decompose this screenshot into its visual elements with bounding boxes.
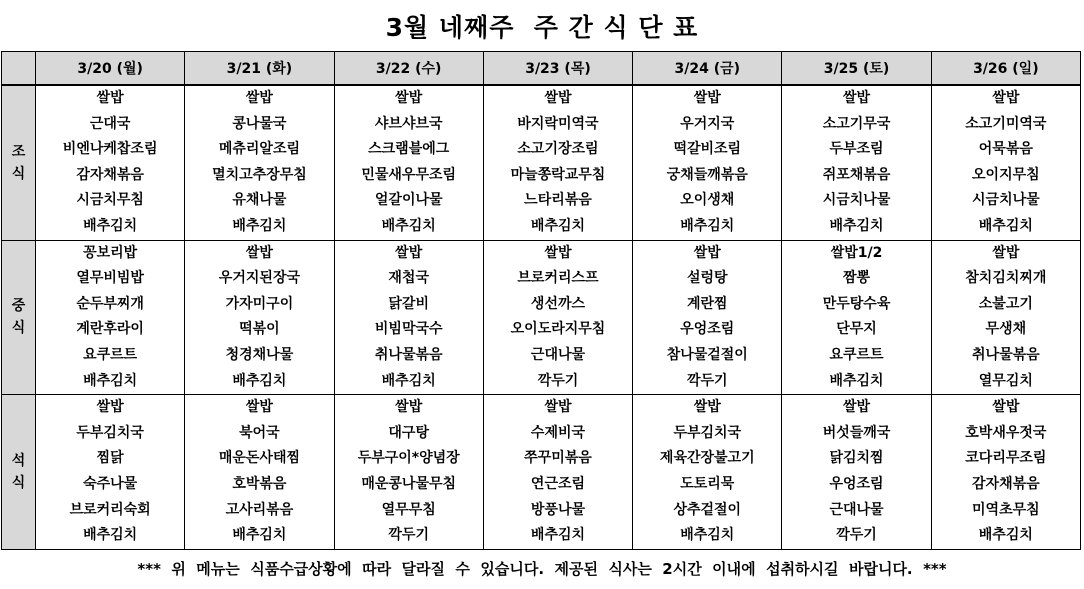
menu-item: 비빔막국수 [374,321,443,338]
menu-item: 고사리볶음 [225,501,294,518]
menu-item: 감자채볶음 [76,166,144,183]
meal-label-char: 석 [11,452,26,469]
meal-label-char: 식 [11,474,26,491]
menu-item: 쌀밥 [544,244,572,261]
menu-item: 단무지 [836,321,877,338]
meal-row-dinner [2,395,1081,550]
meal-label-char: 식 [11,320,26,337]
day-header: 3/20 (월) [36,52,185,86]
meal-row-breakfast [2,85,1081,240]
menu-item: 열무비빔밥 [76,270,144,287]
menu-item: 쌀밥 [544,399,572,416]
menu-item: 오이지무침 [972,166,1040,183]
menu-item: 감자채볶음 [972,475,1040,492]
menu-cell [782,240,931,395]
menu-item: 무생채 [985,321,1027,338]
menu-item: 닭김치찜 [829,450,884,467]
menu-item: 우엉조림 [829,475,884,492]
menu-item: 민물새우무조림 [361,166,457,183]
menu-item: 깍두기 [836,527,877,544]
menu-item: 꽁보리밥 [83,244,138,261]
menu-item: 쌀밥 [843,90,871,106]
menu-cell [483,240,632,395]
menu-item: 배추김치 [530,527,586,544]
menu-item: 배추김치 [680,217,735,234]
menu-cell [36,240,185,395]
menu-item: 쌀밥 [395,399,423,416]
menu-cell [782,85,931,240]
menu-item: 쌀밥 [992,90,1020,106]
menu-item: 브로커리스프 [517,270,599,287]
menu-cell [185,85,334,240]
menu-item: 상추겉절이 [673,501,742,518]
menu-cell [334,240,483,395]
menu-item: 배추김치 [83,372,138,389]
menu-item: 배추김치 [978,527,1033,544]
menu-item: 방풍나물 [530,501,586,518]
menu-item: 배추김치 [829,217,884,234]
menu-item: 우엉조림 [680,321,735,338]
menu-item: 쌀밥 [245,244,273,261]
menu-item: 깍두기 [388,527,429,544]
menu-item: 쥐포채볶음 [822,166,891,183]
menu-cell [931,85,1080,240]
header-corner [2,52,36,86]
menu-item: 쌀밥 [843,399,871,416]
menu-item: 가자미구이 [225,295,294,312]
meal-row-lunch [2,240,1081,395]
menu-item: 쌀밥 [693,244,721,261]
day-header-row [2,52,1081,86]
menu-item: 요쿠르트 [829,346,884,363]
menu-item: 짬뽕 [843,270,871,287]
menu-item: 브로커리숙회 [69,501,151,518]
menu-item: 배추김치 [232,527,287,544]
menu-item: 코다리무조림 [965,450,1047,467]
menu-item: 소고기장조림 [517,141,599,158]
menu-item: 쌀밥1/2 [830,244,883,261]
menu-item: 열무무침 [381,501,436,518]
menu-item: 쌀밥 [395,90,423,106]
menu-item: 오이도라지무침 [510,321,606,338]
menu-item: 매운콩나물무침 [361,475,457,492]
menu-item: 쌀밥 [395,244,423,261]
menu-item: 쌀밥 [693,399,721,416]
menu-cell [633,85,782,240]
menu-item: 배추김치 [83,527,138,544]
menu-cell [782,395,931,550]
menu-cell [483,395,632,550]
menu-item: 배추김치 [83,217,138,234]
menu-item: 근대나물 [829,501,884,518]
menu-item: 시금치무침 [76,192,144,209]
menu-item: 쌀밥 [96,90,124,106]
menu-item: 쌀밥 [992,244,1020,261]
menu-item: 소불고기 [978,295,1033,312]
menu-cell [334,85,483,240]
menu-item: 시금치나물 [972,192,1040,209]
menu-item: 떡갈비조림 [673,141,742,158]
menu-item: 숙주나물 [83,475,138,492]
menu-item: 쌀밥 [96,399,124,416]
menu-item: 호박볶음 [232,475,287,492]
menu-item: 호박새우젓국 [965,424,1047,441]
menu-item: 시금치나물 [822,192,891,209]
menu-item: 연근조림 [530,475,586,492]
menu-item: 순두부찌개 [76,295,144,312]
menu-item: 우거지국 [680,115,735,132]
menu-item: 쌀밥 [245,399,273,416]
meal-label-char: 중 [11,298,26,315]
menu-item: 배추김치 [978,217,1033,234]
menu-item: 제육간장불고기 [659,450,755,467]
menu-item: 우거지된장국 [218,270,300,287]
menu-item: 깍두기 [537,372,579,389]
menu-cell [931,240,1080,395]
menu-item: 두부김치국 [76,424,144,441]
meal-label [2,395,36,550]
menu-item: 얼갈이나물 [374,192,443,209]
meal-label-char: 조 [11,143,26,160]
menu-item: 참치김치찌개 [965,270,1047,287]
day-header: 3/23 (목) [483,52,632,86]
menu-cell [185,240,334,395]
menu-item: 만두탕수육 [822,295,891,312]
menu-item: 메츄리알조림 [218,141,300,158]
menu-item: 쌀밥 [992,399,1020,416]
menu-item: 쌀밥 [544,90,572,106]
day-header: 3/24 (금) [633,52,782,86]
day-header: 3/25 (토) [782,52,931,86]
menu-item: 북어국 [239,424,280,441]
menu-item: 설렁탕 [686,270,728,287]
menu-item: 배추김치 [381,217,436,234]
notice-text: *** 위 메뉴는 식품수급상황에 따라 달라질 수 있습니다. 제공된 식사는 2시간 이내에 섭취하시길 바랍니다. *** [137,560,947,578]
menu-item: 어묵볶음 [978,141,1033,158]
menu-cell [931,395,1080,550]
menu-item: 두부구이*양념장 [357,450,460,467]
menu-item: 취나물볶음 [374,346,443,363]
menu-item: 배추김치 [530,217,586,234]
menu-item: 느타리볶음 [524,192,592,209]
menu-item: 닭갈비 [388,295,429,312]
menu-cell [36,395,185,550]
menu-cell [334,395,483,550]
menu-item: 유채나물 [232,192,287,209]
day-header: 3/22 (수) [334,52,483,86]
menu-item: 떡볶이 [239,321,280,338]
weekly-menu-table [1,51,1081,550]
menu-item: 궁채들깨볶음 [666,166,748,183]
menu-item: 두부김치국 [673,424,742,441]
menu-item: 배추김치 [232,372,287,389]
menu-item: 찜닭 [96,450,124,467]
day-header: 3/21 (화) [185,52,334,86]
menu-cell [633,395,782,550]
menu-item: 스크램블에그 [368,141,450,158]
menu-item: 계란찜 [686,295,728,312]
menu-item: 재첩국 [388,270,429,287]
menu-item: 오이생채 [680,192,735,209]
menu-item: 쌀밥 [693,90,721,106]
menu-item: 근대국 [89,115,131,132]
menu-item: 수제비국 [530,424,586,441]
meal-label [2,240,36,395]
menu-item: 쭈꾸미볶음 [524,450,592,467]
menu-item: 바지락미역국 [517,115,599,132]
day-header: 3/26 (일) [931,52,1080,86]
menu-item: 버섯들깨국 [822,424,891,441]
menu-item: 취나물볶음 [972,346,1040,363]
menu-body [2,85,1081,549]
menu-item: 샤브샤브국 [374,115,443,132]
menu-item: 콩나물국 [232,115,287,132]
menu-item: 도토리묵 [680,475,735,492]
menu-item: 계란후라이 [76,321,144,338]
menu-item: 배추김치 [381,372,436,389]
meal-label [2,85,36,240]
meal-label-char: 식 [11,165,26,182]
menu-cell [633,240,782,395]
menu-item: 생선까스 [530,295,586,312]
menu-item: 요쿠르트 [83,346,138,363]
menu-item: 소고기미역국 [965,115,1047,132]
menu-item: 깍두기 [686,372,728,389]
menu-item: 배추김치 [232,217,287,234]
menu-item: 미역초무침 [972,501,1040,518]
menu-item: 비엔나케찹조림 [62,141,158,158]
menu-item: 두부조림 [829,141,884,158]
menu-item: 열무김치 [978,372,1033,389]
menu-item: 매운돈사태찜 [218,450,300,467]
menu-item: 배추김치 [829,372,884,389]
menu-item: 청경채나물 [225,346,294,363]
menu-item: 대구탕 [388,424,429,441]
menu-item: 참나물겉절이 [666,346,748,363]
menu-cell [36,85,185,240]
page-title: 3월 네째주 주 간 식 단 표 [385,13,699,42]
menu-cell [185,395,334,550]
menu-item: 배추김치 [680,527,735,544]
menu-item: 근대나물 [530,346,586,363]
menu-item: 마늘쫑락교무침 [510,166,606,183]
menu-item: 멸치고추장무침 [212,166,307,183]
menu-item: 쌀밥 [245,90,273,106]
menu-item: 소고기무국 [822,115,891,132]
menu-cell [483,85,632,240]
